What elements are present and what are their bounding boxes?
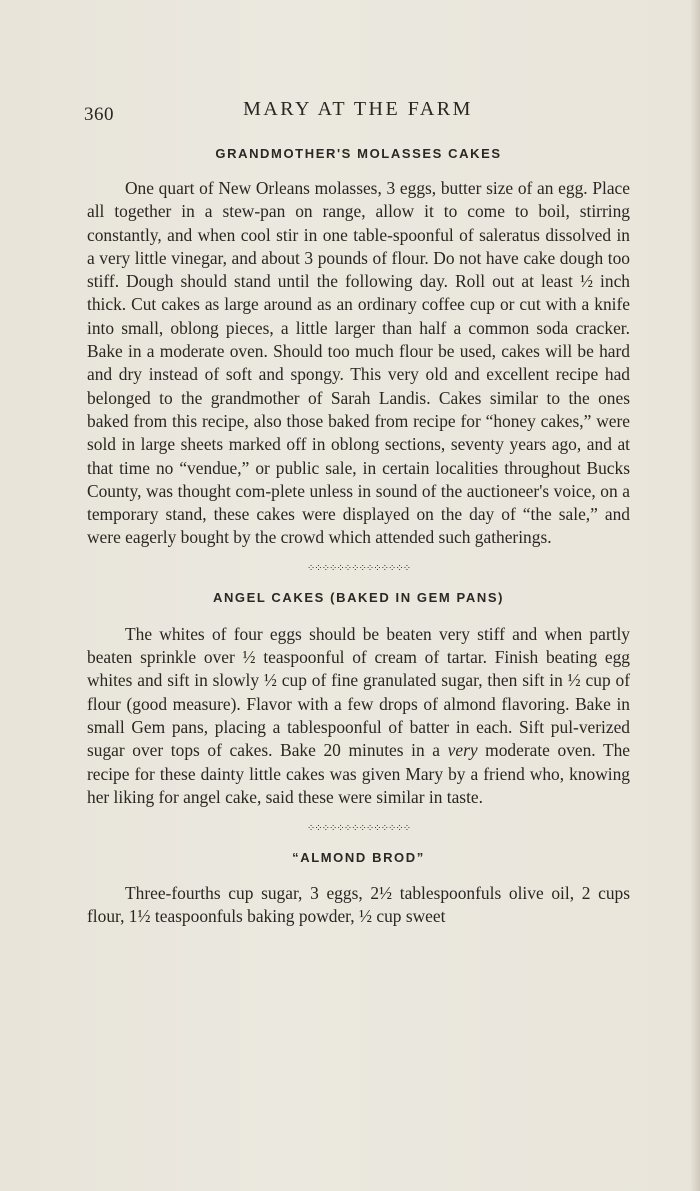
- page-content: [87, 140, 630, 929]
- angel-cakes-text-part-2: moderate oven. The recipe for these dainty little cakes was given Mary by a friend who, knowing her liking for angel cake, said these were similar in taste.: [87, 740, 630, 807]
- section-title-molasses-cakes: GRANDMOTHER'S MOLASSES CAKES: [215, 146, 502, 161]
- page-number: 360: [84, 104, 114, 125]
- recipe-paragraph-almond-brod: Three-fourths cup sugar, 3 eggs, 2½ tablespoonfuls olive oil, 2 cups flour, 1½ teaspoonfuls baking powder, ½ cup sweet: [87, 883, 630, 927]
- section-title-angel-cakes: ANGEL CAKES (BAKED IN GEM PANS): [212, 589, 505, 605]
- angel-cakes-text-part-1: The whites of four eggs should be beaten very stiff and when partly beaten sprinkle over ½ teaspoonful of cream of tartar. Finish beating egg whites and sift in slowly ½ cup of fine granulated sugar, then sift in ½ cup of flour (good measure). Flavor with a few drops of almond flavoring. Bake in small Gem pans, placing a tablespoonful of batter in each. Sift pul-verized sugar over tops of cakes. Bake 20 minutes in a: [87, 623, 630, 761]
- page-edge-shadow: [690, 0, 700, 1191]
- page-header: [84, 96, 632, 126]
- section-title-almond-brod: “ALMOND BROD”: [292, 850, 425, 866]
- angel-cakes-italic-word: very: [447, 740, 478, 761]
- recipe-paragraph-molasses-cakes: One quart of New Orleans molasses, 3 eggs, butter size of an egg. Place all together in a stew-pan on range, allow it to come to boil, stirring constantly, and when cool stir in one table-spoonful of saleratus dissolved in a very little vinegar, and about 3 pounds of flour. Do not have cake dough too stiff. Dough should stand until the following day. Roll out at least ½ inch thick. Cut cakes as large around as an ordinary coffee cup or cut with a knife into small, oblong pieces, a little larger than half a common soda cracker. Bake in a moderate oven. Should too much flour be used, cakes will be hard and dry instead of soft and spongy. This very old and excellent recipe had belonged to the grandmother of Sarah Landis. Cakes similar to the ones baked from this recipe, also those baked from recipe for “honey cakes,” were sold in large sheets marked off in oblong sections, seventy years ago, and at that time no “vendue,” or public sale, in certain localities throughout Bucks County, was thought com-plete unless in sound of the auctioneer's voice, on a temporary stand, these cakes were displayed on the day of “the sale,” and were eagerly bought by the crowd which attended such gatherings.: [87, 178, 630, 548]
- recipe-paragraph-angel-cakes: [87, 623, 630, 809]
- ornament-divider: ⁘⁘⁘⁘⁘⁘⁘⁘⁘⁘⁘⁘⁘⁘: [306, 562, 411, 574]
- running-title: MARY AT THE FARM: [243, 98, 473, 120]
- ornament-divider: ⁘⁘⁘⁘⁘⁘⁘⁘⁘⁘⁘⁘⁘⁘: [306, 823, 411, 835]
